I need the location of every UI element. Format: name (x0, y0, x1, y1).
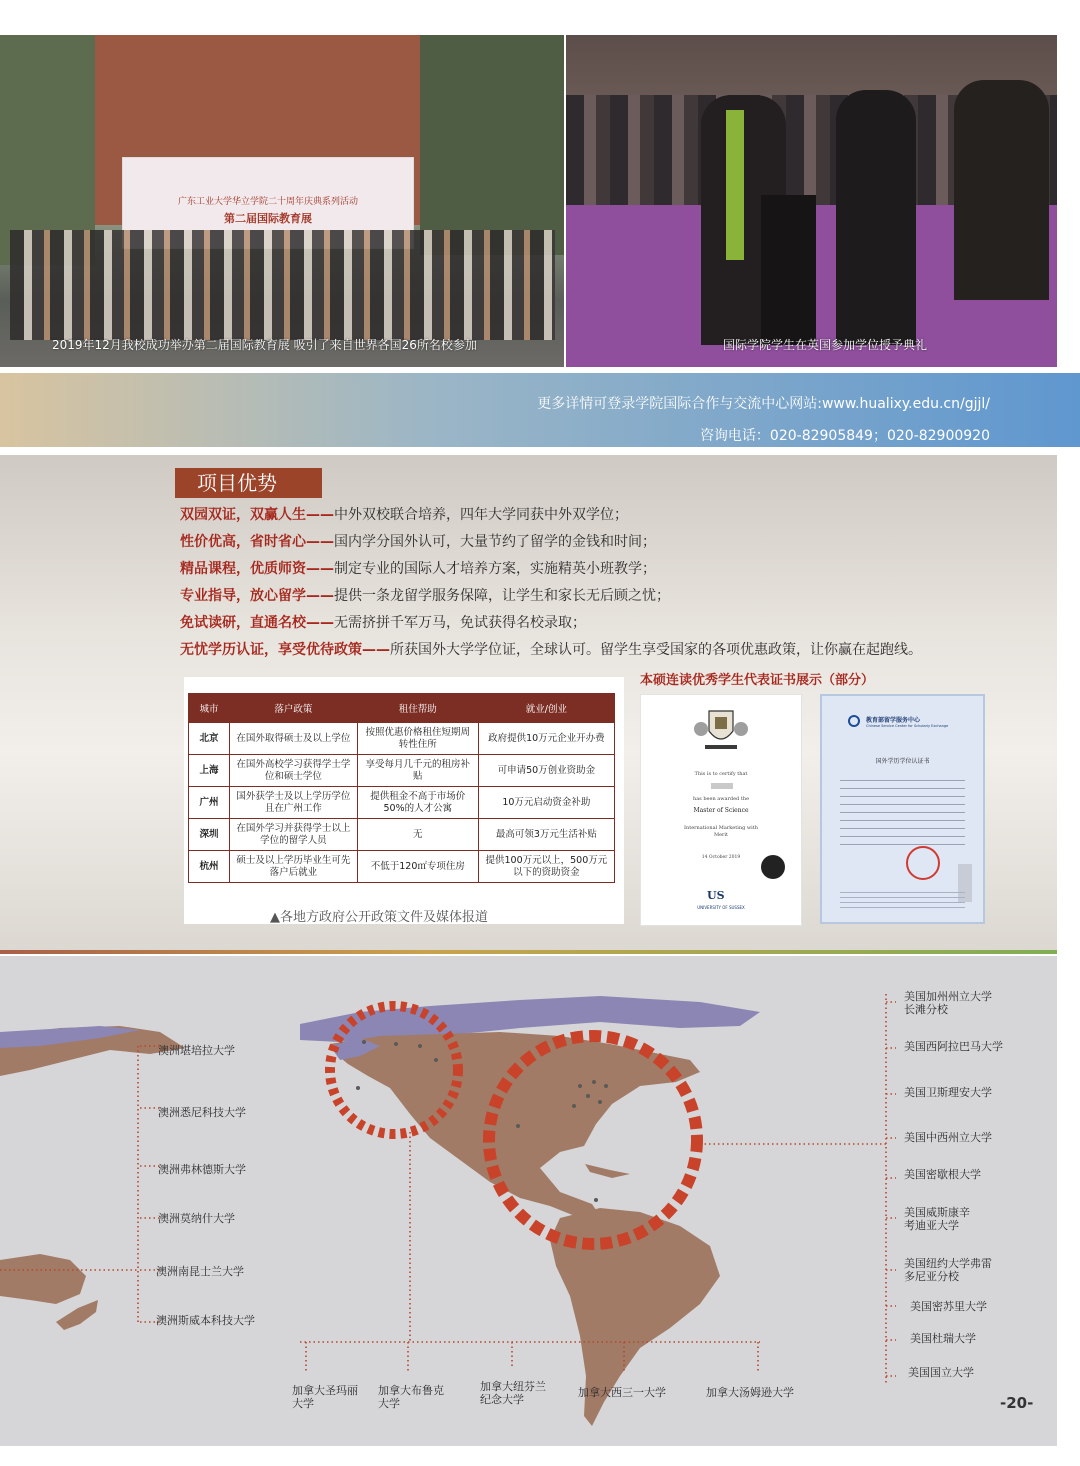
cert-org-en: Chinese Service Center for Scholarly Exchange (866, 724, 949, 728)
table-cell: 不低于120㎡专项住房 (357, 851, 478, 883)
page-number: -20- (1000, 1394, 1034, 1412)
cscse-logo-icon (848, 715, 860, 727)
usa-university: 美国西阿拉巴马大学 (904, 1040, 1003, 1053)
right-photo-caption: 国际学院学生在英国参加学位授予典礼 (723, 338, 928, 352)
advantages-title: 项目优势 (175, 468, 322, 498)
table-cell: 深圳 (189, 819, 230, 851)
australia-landmass (0, 1254, 86, 1304)
table-row (189, 723, 615, 755)
table-cell: 可申请50万创业资助金 (478, 755, 614, 787)
cert-org: 教育部留学服务中心 (866, 717, 921, 724)
policy-table-card (184, 677, 624, 924)
sussex-degree-certificate (640, 694, 802, 926)
table-source-note: ▲各地方政府公开政策文件及媒体报道 (270, 910, 488, 925)
australia-ticks (140, 1046, 160, 1322)
world-map (0, 956, 1057, 1446)
podium (761, 195, 816, 345)
trees-right (420, 35, 564, 255)
cert-awarded-text: has been awarded the (692, 796, 750, 802)
canada-university: 加拿大纽芬兰纪念大学 (480, 1380, 546, 1406)
new-zealand-landmass (56, 1300, 98, 1330)
table-cell: 最高可领3万元生活补贴 (478, 819, 614, 851)
group-of-people (10, 230, 555, 340)
table-header: 租住帮助 (357, 694, 478, 723)
australia-university: 澳洲悉尼科技大学 (158, 1106, 246, 1119)
australia-university: 澳洲堪培拉大学 (158, 1044, 235, 1057)
education-expo-photo (0, 35, 564, 367)
table-cell: 10万元启动资金补助 (478, 787, 614, 819)
green-hood (726, 110, 744, 260)
canada-university: 加拿大布鲁克大学 (378, 1384, 444, 1410)
university-seal-icon (761, 855, 785, 879)
table-cell: 广州 (189, 787, 230, 819)
table-cell: 提供100万元以上，500万元以下的资助资金 (478, 851, 614, 883)
left-photo-caption: 2019年12月我校成功举办第二届国际教育展 吸引了来自世界各国26所名校参加 (52, 338, 477, 352)
table-cell: 享受每月几千元的租房补贴 (357, 755, 478, 787)
usa-university: 美国加州州立大学长滩分校 (904, 990, 992, 1016)
policy-table (188, 693, 615, 883)
table-cell: 硕士及以上学历毕业生可先落户后就业 (230, 851, 358, 883)
table-cell: 无 (357, 819, 478, 851)
caribbean-islands (585, 1164, 630, 1178)
usa-university: 美国中西州立大学 (904, 1131, 992, 1144)
cert-certify-text: This is to certify that (694, 771, 748, 777)
cert-body-text (840, 780, 965, 848)
table-cell: 在国外取得硕士及以上学位 (230, 723, 358, 755)
australia-university: 澳洲斯威本科技大学 (156, 1314, 255, 1327)
banner-line-1: 广东工业大学华立学院二十周年庆典系列活动 (177, 197, 358, 207)
graduate-student (836, 90, 916, 345)
divider-stripe (0, 950, 1057, 954)
canada-university: 加拿大西三一大学 (578, 1386, 666, 1399)
world-map-panel (0, 956, 1057, 1446)
table-cell: 在国外高校学习获得学士学位和硕士学位 (230, 755, 358, 787)
cert-footer-text (840, 892, 965, 912)
cert-verification-title: 国外学历学位认证书 (875, 758, 930, 765)
degree-verification-certificate (820, 694, 985, 924)
usa-university: 美国国立大学 (908, 1366, 974, 1379)
cert-university: UNIVERSITY OF SUSSEX (697, 905, 745, 910)
table-header: 落户政策 (230, 694, 358, 723)
table-row (189, 819, 615, 851)
coat-of-arms-icon (693, 707, 749, 753)
usa-university: 美国卫斯理安大学 (904, 1086, 992, 1099)
banner-line-2: 第二届国际教育展 (224, 212, 312, 225)
table-cell: 杭州 (189, 851, 230, 883)
advantage-item: 精品课程，优质师资——制定专业的国际人才培养方案，实施精英小班教学； (180, 561, 656, 577)
table-cell: 政府提供10万元企业开办费 (478, 723, 614, 755)
advantage-item: 免试读研，直通名校——无需挤拼千军万马，免试获得名校录取； (180, 615, 586, 631)
usa-university: 美国纽约大学弗雷多尼亚分校 (904, 1257, 992, 1283)
table-row (189, 787, 615, 819)
table-header-row (189, 694, 615, 723)
canada-university: 加拿大圣玛丽大学 (292, 1384, 358, 1410)
table-cell: 上海 (189, 755, 230, 787)
australia-university: 澳洲莫纳什大学 (158, 1212, 235, 1225)
table-header: 城市 (189, 694, 230, 723)
australia-university: 澳洲南昆士兰大学 (156, 1265, 244, 1278)
usa-university: 美国杜瑞大学 (910, 1332, 976, 1345)
faculty-members (954, 80, 1049, 300)
australia-university: 澳洲弗林德斯大学 (158, 1163, 246, 1176)
table-cell: 北京 (189, 723, 230, 755)
table-cell: 国外获学士及以上学历学位且在广州工作 (230, 787, 358, 819)
graduation-ceremony-photo (566, 35, 1057, 367)
canada-ticks (306, 1342, 758, 1372)
cert-field: International Marketing with Merit (684, 825, 758, 838)
north-america-landmass (330, 1032, 700, 1218)
red-seal-icon (906, 846, 940, 880)
certificates-title: 本硕连读优秀学生代表证书展示（部分） (640, 673, 875, 688)
table-cell: 提供租金不高于市场价50%的人才公寓 (357, 787, 478, 819)
redacted-name (711, 783, 733, 789)
table-header: 就业/创业 (478, 694, 614, 723)
canada-university: 加拿大汤姆逊大学 (706, 1386, 794, 1399)
contact-band (0, 373, 1080, 447)
website-text: 更多详情可登录学院国际合作与交流中心网站:www.hualixy.edu.cn/gjjl/ (537, 396, 990, 412)
cert-degree: Master of Science (693, 807, 749, 814)
usa-university: 美国密歇根大学 (904, 1168, 981, 1181)
table-row (189, 851, 615, 883)
cert-date: 14 October 2019 (701, 855, 741, 860)
advantage-item: 无忧学历认证，享受优待政策——所获国外大学学位证，全球认可。留学生享受国家的各项优惠政策，让你赢在起跑线。 (180, 642, 922, 658)
advantage-item: 专业指导，放心留学——提供一条龙留学服务保障，让学生和家长无后顾之忧； (180, 588, 670, 604)
table-cell: 在国外学习并获得学士以上学位的留学人员 (230, 819, 358, 851)
usa-ticks (886, 1002, 896, 1376)
advantage-item: 性价优高，省时省心——国内学分国外认可，大量节约了留学的金钱和时间； (180, 534, 656, 550)
advantage-item: 双园双证，双赢人生——中外双校联合培养，四年大学同获中外双学位； (180, 507, 628, 523)
cert-logo: US (707, 889, 725, 902)
usa-university: 美国威斯康辛考迪亚大学 (904, 1206, 970, 1232)
table-row (189, 755, 615, 787)
phone-text: 咨询电话：020-82905849；020-82900920 (699, 428, 990, 444)
usa-university: 美国密苏里大学 (910, 1300, 987, 1313)
table-cell: 按照优惠价格租住短期周转性住所 (357, 723, 478, 755)
